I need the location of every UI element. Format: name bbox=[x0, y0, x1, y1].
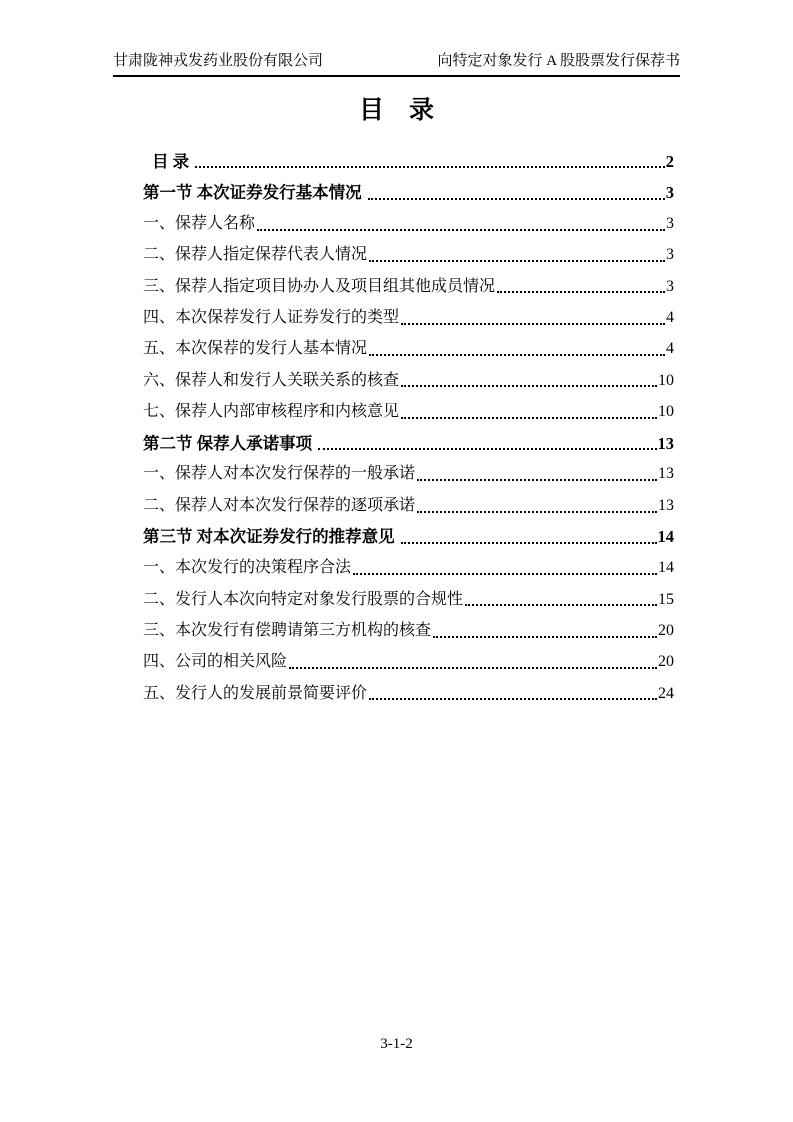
toc-entry[interactable] bbox=[143, 235, 674, 266]
toc-entry-page: 20 bbox=[658, 621, 674, 639]
toc-entry[interactable] bbox=[143, 360, 674, 391]
header-company-name: 甘肃陇神戎发药业股份有限公司 bbox=[113, 53, 324, 69]
toc-entry-page: 4 bbox=[666, 340, 674, 358]
toc-entry[interactable] bbox=[143, 204, 674, 235]
toc-entry-page: 14 bbox=[657, 527, 674, 547]
toc-dot-leader bbox=[369, 260, 665, 262]
toc-entry-label: 一、本次发行的决策程序合法 bbox=[143, 559, 352, 577]
toc-entry-page: 10 bbox=[658, 402, 674, 420]
toc-entry-page: 13 bbox=[658, 496, 674, 514]
toc-entry-label: 一、保荐人对本次发行保荐的一般承诺 bbox=[143, 465, 416, 483]
toc-dot-leader bbox=[318, 448, 656, 450]
toc-entry-page: 13 bbox=[658, 465, 674, 483]
toc-entry[interactable] bbox=[143, 610, 674, 641]
toc-entry-label: 七、保荐人内部审核程序和内核意见 bbox=[143, 402, 400, 420]
toc-entry-page: 13 bbox=[657, 433, 674, 453]
toc-entry[interactable] bbox=[143, 454, 674, 485]
toc-entry-page: 3 bbox=[666, 277, 674, 295]
toc-entry[interactable] bbox=[143, 423, 674, 454]
footer-page-number: 3-1-2 bbox=[380, 1036, 413, 1052]
page-title: 目 录 bbox=[358, 97, 434, 124]
toc-entry-page: 3 bbox=[666, 246, 674, 264]
toc-entry-label: 三、本次发行有偿聘请第三方机构的核查 bbox=[143, 621, 432, 639]
toc-entry-label: 二、发行人本次向特定对象发行股票的合规性 bbox=[143, 590, 464, 608]
toc-entry-page: 15 bbox=[658, 590, 674, 608]
header-document-title: 向特定对象发行 A 股股票发行保荐书 bbox=[437, 53, 680, 69]
toc-entry-page: 20 bbox=[658, 653, 674, 671]
toc-entry[interactable] bbox=[143, 642, 674, 673]
toc-entry[interactable] bbox=[143, 172, 674, 203]
toc-entry-label: 第二节 保荐人承诺事项 bbox=[143, 433, 313, 453]
toc-entry[interactable] bbox=[143, 329, 674, 360]
toc-entry-page: 24 bbox=[658, 684, 674, 702]
toc-dot-leader bbox=[401, 323, 665, 325]
toc-dot-leader bbox=[289, 667, 657, 669]
toc-entry[interactable] bbox=[143, 485, 674, 516]
toc-entry[interactable] bbox=[143, 548, 674, 579]
toc-entry[interactable] bbox=[143, 391, 674, 422]
toc-entry-label: 五、发行人的发展前景简要评价 bbox=[143, 684, 368, 702]
toc-entry[interactable] bbox=[143, 673, 674, 704]
toc-entry[interactable] bbox=[143, 579, 674, 610]
toc-dot-leader bbox=[369, 698, 657, 700]
toc-entry[interactable] bbox=[143, 141, 674, 172]
toc-entry-page: 14 bbox=[658, 559, 674, 577]
toc-entry-label: 六、保荐人和发行人关联关系的核查 bbox=[143, 371, 400, 389]
toc-entry-label: 第三节 对本次证券发行的推荐意见 bbox=[143, 527, 395, 547]
toc-dot-leader bbox=[465, 604, 657, 606]
toc-entry-label: 四、本次保荐发行人证券发行的类型 bbox=[143, 308, 400, 326]
toc-dot-leader bbox=[401, 385, 657, 387]
toc-dot-leader bbox=[369, 354, 665, 356]
toc-entry-page: 3 bbox=[666, 215, 674, 233]
toc-dot-leader bbox=[368, 198, 665, 200]
toc-dot-leader bbox=[401, 542, 657, 544]
toc-entry-label: 一、保荐人名称 bbox=[143, 215, 256, 233]
toc-list bbox=[143, 141, 674, 704]
toc-dot-leader bbox=[401, 417, 657, 419]
toc-entry-label: 第一节 本次证券发行基本情况 bbox=[143, 183, 362, 203]
toc-dot-leader bbox=[353, 573, 657, 575]
toc-entry-page: 4 bbox=[666, 308, 674, 326]
toc-entry[interactable] bbox=[143, 517, 674, 548]
toc-entry-label: 四、公司的相关风险 bbox=[143, 653, 288, 671]
toc-entry-label: 三、保荐人指定项目协办人及项目组其他成员情况 bbox=[143, 277, 496, 295]
toc-dot-leader bbox=[417, 479, 657, 481]
toc-entry-label: 五、本次保荐的发行人基本情况 bbox=[143, 340, 368, 358]
toc-entry[interactable] bbox=[143, 266, 674, 297]
page-header bbox=[113, 52, 680, 77]
toc-entry-label: 目 录 bbox=[152, 151, 190, 171]
toc-dot-leader bbox=[433, 636, 657, 638]
toc-dot-leader bbox=[417, 511, 657, 513]
toc-dot-leader bbox=[195, 166, 665, 168]
toc-entry-page: 10 bbox=[658, 371, 674, 389]
toc-entry-label: 二、保荐人对本次发行保荐的逐项承诺 bbox=[143, 496, 416, 514]
toc-entry-page: 3 bbox=[665, 183, 674, 203]
toc-dot-leader bbox=[257, 229, 665, 231]
toc-entry-label: 二、保荐人指定保荐代表人情况 bbox=[143, 246, 368, 264]
toc-dot-leader bbox=[497, 291, 665, 293]
toc-entry[interactable] bbox=[143, 297, 674, 328]
toc-entry-page: 2 bbox=[665, 151, 674, 171]
